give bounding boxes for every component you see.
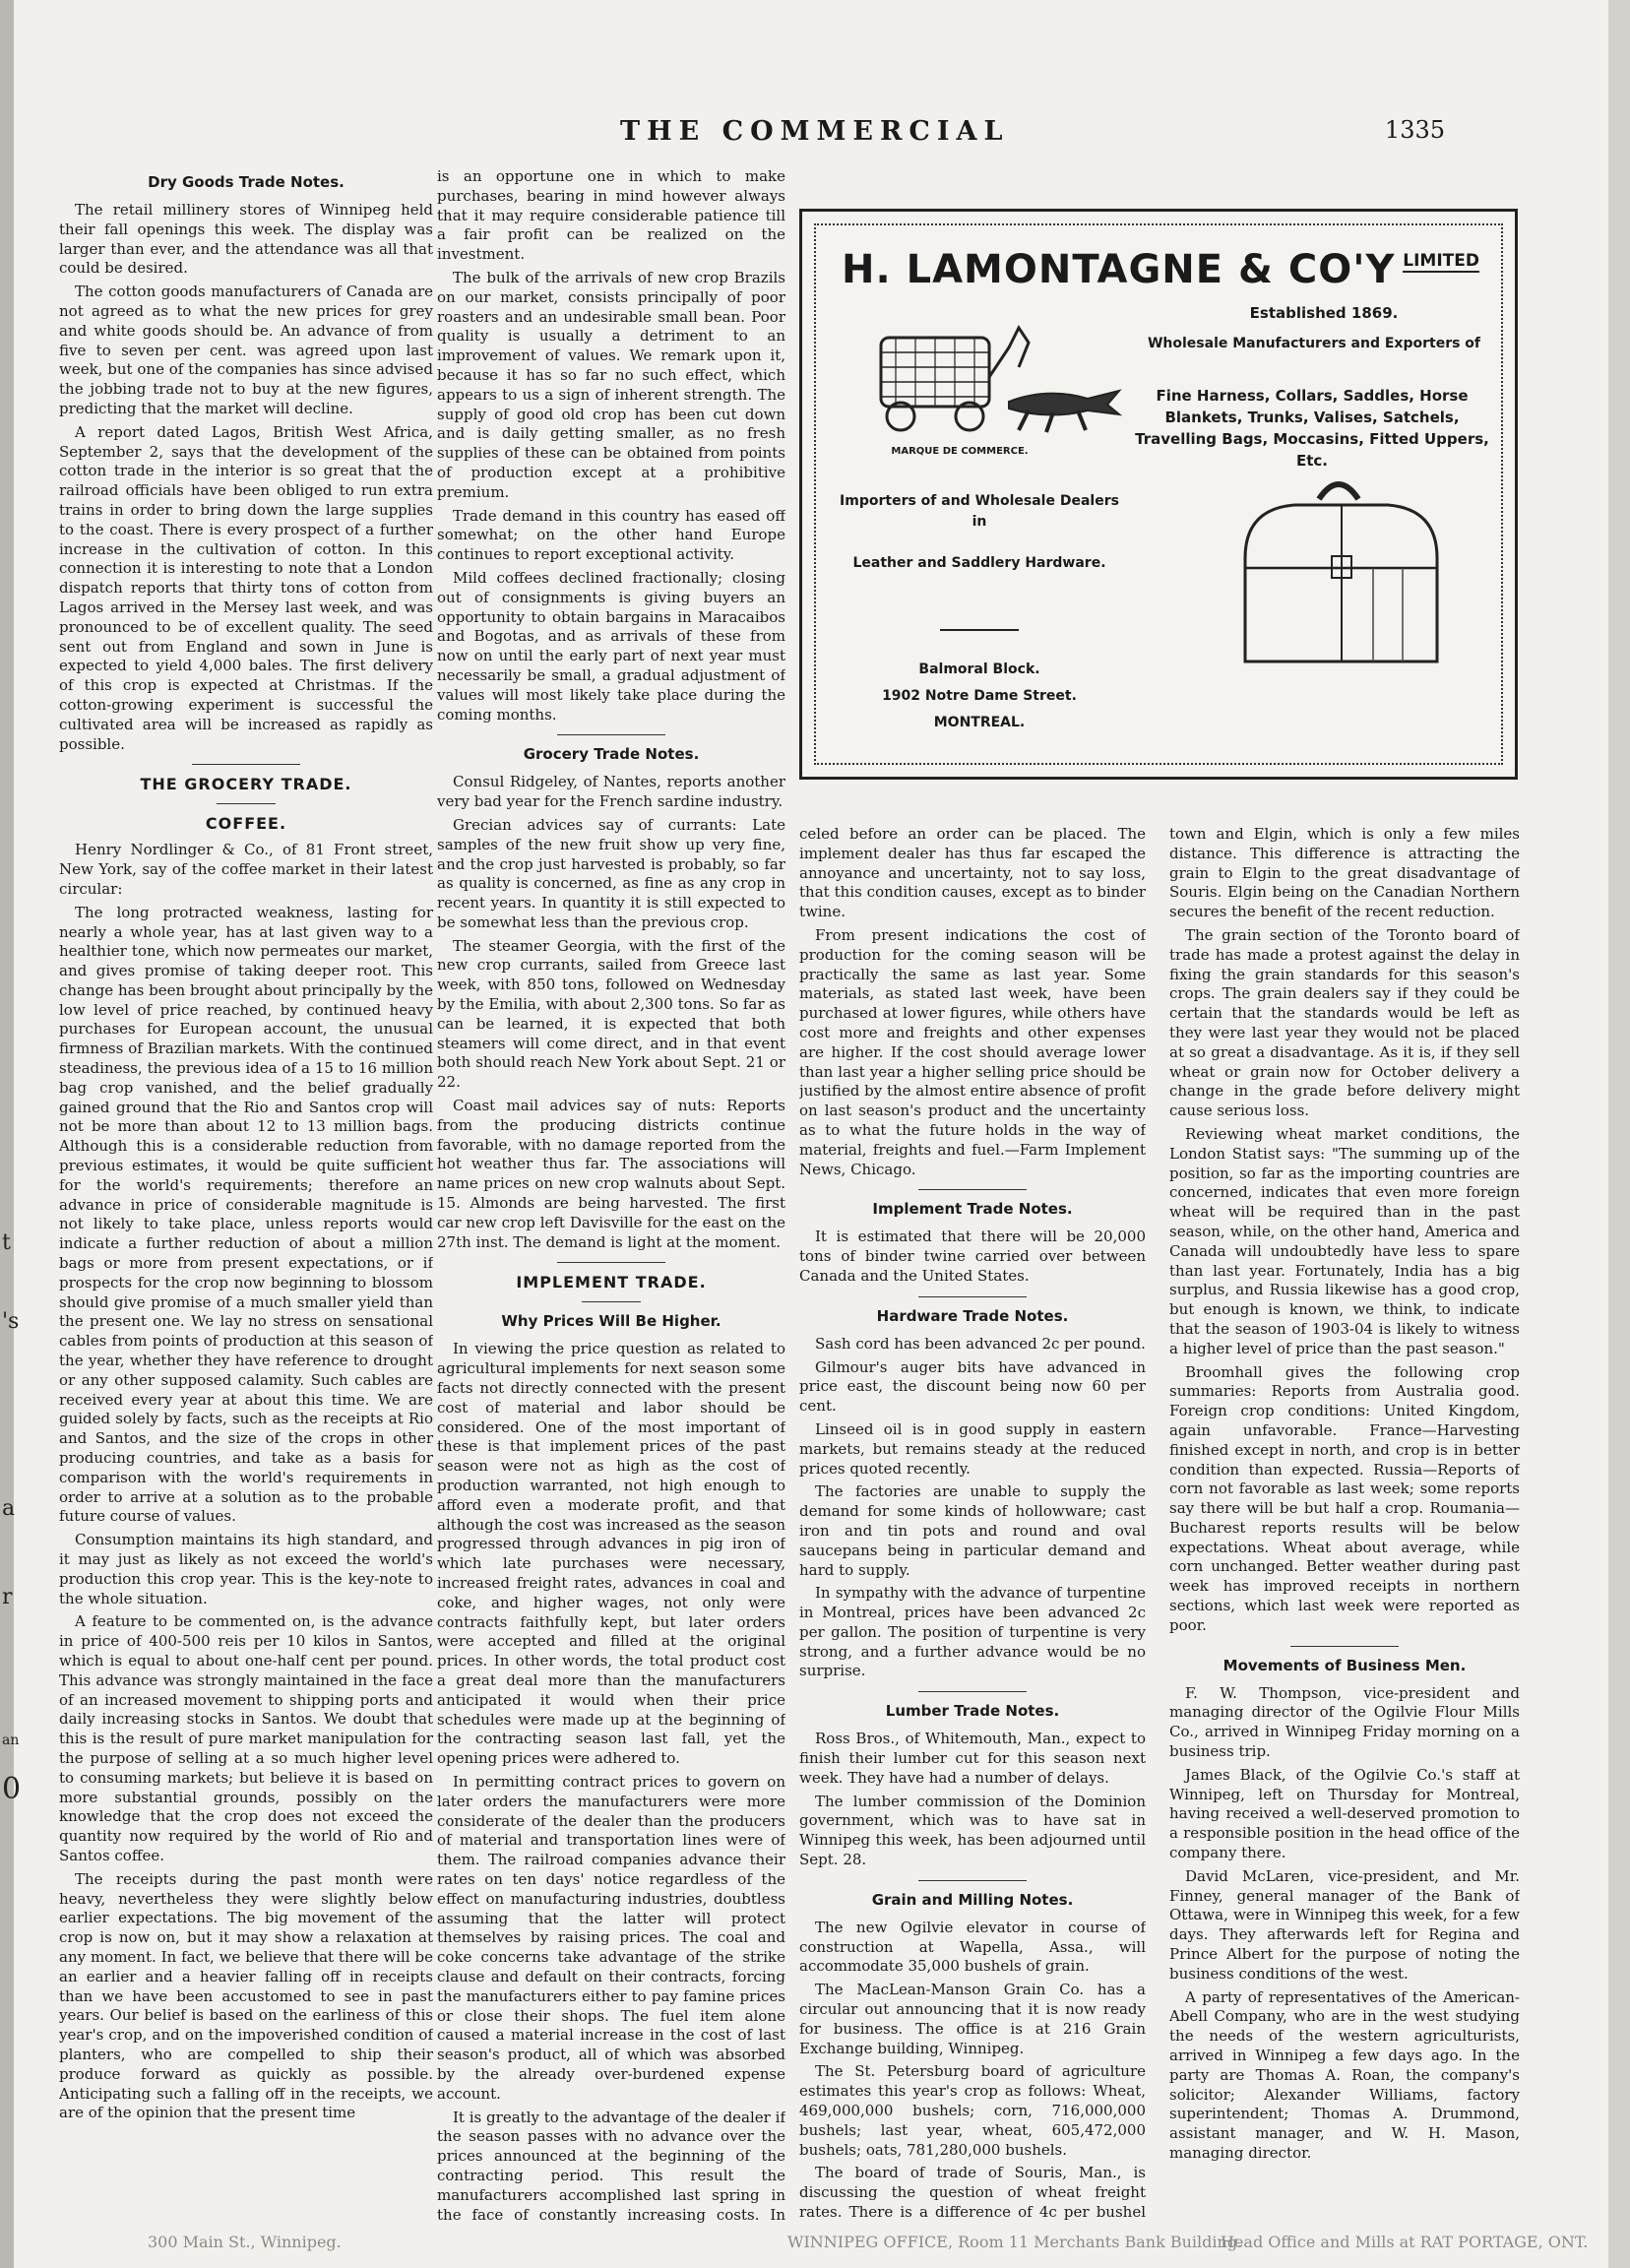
section-heading: Movements of Business Men. [1222,1656,1467,1674]
paragraph: The new Ogilvie elevator in course of construction at Wapella, Assa., will accommodate 35,000 bushels of grain. [799,1918,1146,1976]
paragraph: The lumber commission of the Dominion government, which was to have sat in Winnipeg this week, has been adjourned until Sept. 28. [799,1792,1146,1869]
paragraph: In viewing the price question as related to agricultural implements for next season some facts not directly connected with the present cost of material and labor should be considered. One of the most important of these is that implement prices of the past season were not as high as the cost of production warranted, not high enough to afford even a moderate profit, and that although the cost was increased as the season progressed through advances in pig iron of which late purchases were necessary, increased freight rates, advances in coal and coke, and higher wages, not only were contracts faithfully kept, but later orders were accepted and filled at the original prices. In other words, the total product cost a great deal more than the manufacturers anticipated it would when their price schedules were made up at the beginning of the contracting season last fall, yet the opening prices were adhered to. [437,1340,785,1768]
column-1 [59,167,433,2225]
paragraph: Coast mail advices say of nuts: Reports from the producing districts continue favorable, with no damage reported from the hot weather thus far. The associations will name prices on new crop walnuts about Sept. 15. Almonds are being harvested. The first car new crop left Davisville for the east on the 27th inst. The demand is light at the moment. [437,1097,785,1251]
section-heading: Grain and Milling Notes. [871,1890,1074,1909]
page-number: 1335 [1384,116,1445,144]
divider [217,803,276,804]
column-3 [799,825,1146,2223]
show-through-text: WINNIPEG OFFICE, Room 11 Merchants Bank Building. [787,2233,1243,2251]
show-through-text: Head Office and Mills at RAT PORTAGE, ONT. [1221,2233,1589,2251]
ad-goods-list: Fine Harness, Collars, Saddles, Horse Blankets, Trunks, Valises, Satchels, Travelling Bags, Moccasins, Fitted Uppers, Etc. [1135,387,1489,470]
divider [918,1691,1027,1692]
section-heading: Lumber Trade Notes. [885,1702,1060,1721]
divider [1290,1646,1399,1647]
paragraph: The board of trade of Souris, Man., is discussing the question of wheat freight rates. There is a difference of 4c per bushel [799,2164,1146,2222]
paragraph: Gilmour's auger bits have advanced in price east, the discount being now 60 per cent. [799,1357,1146,1416]
paragraph: The long protracted weakness, lasting for nearly a whole year, has at last given way to a healthier tone, which now permeates our market, and gives promise of taking deeper root. This change has been brought about principally by the low level of price reached, by continued heavy purchases for European account, the unusual firmness of Brazilian markets. With the continued steadiness, the previous idea of a 15 to 16 million bag crop vanished, and the belief gradually gained ground that the Rio and Santos crop will not be more than about 12 to 13 million bags. Although this is a considerable reduction from previous estimates, it would be quite sufficient for the world's requirements; therefore an advance in price of considerable magnitude is not likely to take place, unless reports would indicate a further reduction of about a million bags or more from present expectations, or if prospects for the crop now beginning to blossom should give promise of a much smaller yield than the present one. We lay no stress on sensational cables from points of production at this season of the year, whether they have reference to drought or any other supposed calamity. Such cables are received every year at about this time. We are guided solely by facts, such as the receipts at Rio and Santos, and the size of the crops in other producing countries, and take as a basis for comparison with the world's requirements in order to arrive at a solution as to the probable future course of values. [59,903,433,1526]
section-heading: THE GROCERY TRADE. [140,775,352,794]
travelling-bag-icon [1225,470,1452,676]
section-heading: Dry Goods Trade Notes. [148,173,345,191]
paragraph: The receipts during the past month were heavy, nevertheless they were slightly below earlier expectations. The big movement of the crop is now on, but it may show a relaxation at any moment. In fact, we believe that there will be an earlier and a heavier falling off in receipts than we have been accustomed to see in past years. Our belief is based on the earliness of this year's crop, and on the impoverished condition of planters, who are compelled to ship their produce forward as quickly as possible. Anticipating such a falling off in the receipts, we are of the opinion that the present time [59,1869,433,2122]
paragraph: The grain section of the Toronto board of trade has made a protest against the delay in fixing the grain standards for this season's crops. The grain dealers say if they could be certain that the standards would be left as they were last year they would not be placed at so great a disadvantage. As it is, if they sell wheat or grain now for October delivery a change in the grade before delivery might cause serious loss. [1169,925,1520,1120]
section-heading: IMPLEMENT TRADE. [516,1273,707,1292]
ad-address-line: 1902 Notre Dame Street. [882,688,1077,704]
ad-address [822,657,1137,736]
ad-address-line: MONTREAL. [933,715,1026,730]
divider [940,629,1019,631]
column-2 [437,167,785,2225]
paragraph: Grecian advices say of currants: Late samples of the new fruit show up very fine, and the crop just harvested is probably, so far as quality is concerned, as fine as any crop in recent years. In quantity it is still expected to be somewhat less than the previous crop. [437,815,785,931]
ad-dealers-line: Leather and Saddlery Hardware. [852,555,1106,571]
lamontagne-advertisement [799,209,1518,780]
paragraph: It is estimated that there will be 20,000 tons of binder twine carried over between Canada and the United States. [799,1228,1146,1285]
paragraph: Henry Nordlinger & Co., of 81 Front street, New York, say of the coffee market in their latest circular: [59,841,433,898]
ad-trademark-label: MARQUE DE COMMERCE. [891,446,1029,457]
margin-fragment: 0 [2,1772,22,1806]
divider [918,1189,1027,1190]
divider [582,1301,641,1302]
ad-established: Established 1869. [1249,304,1399,322]
paragraph: Consul Ridgeley, of Nantes, reports another very bad year for the French sardine industry. [437,773,785,811]
paragraph: The factories are unable to supply the demand for some kinds of hollowware; cast iron and tin pots and round and oval saucepans being in particular demand and hard to supply. [799,1482,1146,1579]
paragraph: The MacLean-Manson Grain Co. has a circular out announcing that it is now ready for business. The office is at 216 Grain Exchange building, Winnipeg. [799,1981,1146,2057]
paragraph: The bulk of the arrivals of new crop Brazils on our market, consists principally of poor roasters and an undesirable small bean. Poor quality is usually a detriment to an improvement of values. We remark upon it, because it has so far no such effect, which appears to us a sign of inherent strength. The supply of good old crop has been cut down and is daily getting smaller, as no fresh supplies of these can be obtained from points of production except at a prohibitive premium. [437,268,785,501]
paragraph: Sash cord has been advanced 2c per pound. [815,1334,1146,1353]
paragraph: The retail millinery stores of Winnipeg held their fall openings this week. The display was larger than ever, and the attendance was all that could be desired. [59,201,433,278]
margin-fragment: r [2,1585,13,1609]
paragraph: A party of representatives of the American-Abell Company, who are in the west studying the needs of the western agriculturists, arrived in Winnipeg a few days ago. In the party are Thomas A. Roan, the company's solicitor; Alexander Williams, factory superintendent; Thomas A. Drummond, assistant manager, and W. H. Mason, managing director. [1169,1987,1520,2162]
show-through-text: 300 Main St., Winnipeg. [148,2233,342,2251]
paragraph: The St. Petersburg board of agriculture estimates this year's crop as follows: Wheat, 469,000,000 bushels; corn, 716,000,000 bushels; last year, wheat, 605,472,000 bushels; oats, 781,280,000 bushels. [799,2062,1146,2159]
paragraph: A report dated Lagos, British West Africa, September 2, says that the development of the cotton trade in the interior is so great that the railroad officials have been obliged to run extra trains in order to bring down the large supplies to the coast. There is every prospect of a further increase in the cultivation of cotton. In this connection it is interesting to note that a London dispatch reports that thirty tons of cotton from Lagos arrived in the Mersey last week, and was pronounced to be of excellent quality. The seed sent out from England and sown in June is expected to yield 4,000 bales. The first delivery of this crop is expected at Christmas. If the cotton-growing experiment is successful the cultivated area will be increased as rapidly as possible. [59,422,433,753]
page-edge [1608,0,1630,2268]
paragraph: Linseed oil is in good supply in eastern markets, but remains steady at the reduced prices quoted recently. [799,1419,1146,1478]
section-heading: Grocery Trade Notes. [523,745,700,764]
paragraph: F. W. Thompson, vice-president and managing director of the Ogilvie Flour Mills Co., arrived in Winnipeg Friday morning on a business trip. [1169,1683,1520,1761]
paragraph: David McLaren, vice-president, and Mr. Finney, general manager of the Bank of Ottawa, were in Winnipeg this week, for a few days. They afterwards left for Regina and Prince Albert for the purpose of noting the business conditions of the west. [1169,1866,1520,1983]
paragraph: The steamer Georgia, with the first of the new crop currants, sailed from Greece last week, with 850 tons, followed on Wednesday by the Emilia, with about 2,300 tons. So far as can be learned, it is expected that both steamers will come direct, and in that event both should reach New York about Sept. 21 or 22. [437,936,785,1092]
ad-address-line: Balmoral Block. [918,662,1040,677]
margin-fragment: 's [2,1309,20,1334]
margin-fragment: t [2,1230,11,1255]
paragraph: Mild coffees declined fractionally; closing out of consignments is giving buyers an opportunity to obtain bargains in Maracaibos and Bogotas, and as arrivals of these from now on until the early part of next year must necessarily be small, a gradual adjustment of values will most likely take place during the coming months. [437,568,785,724]
divider [918,1296,1027,1297]
column-4 [1169,825,1520,2223]
running-title: THE COMMERCIAL [620,116,1010,147]
paragraph: Broomhall gives the following crop summaries: Reports from Australia good. Foreign crop conditions: United Kingdom, again unfavorable. France—Harvesting finished except in north, and crop is in better condition than expected. Russia—Reports of corn not favorable as last week; some reports say there will be but half a crop. Roumania—Bucharest reports results will be below expectations. Wheat about average, while corn unchanged. Better weather during past week has improved receipts in northern sections, which last week were reported as poor. [1169,1362,1520,1634]
margin-fragment: a [2,1496,16,1521]
paragraph: celed before an order can be placed. The implement dealer has thus far escaped the annoyance and uncertainty, not to say loss, that this condition causes, except as to binder twine. [799,825,1146,921]
ad-limited-label: LIMITED [1403,251,1479,271]
section-heading: Hardware Trade Notes. [876,1306,1069,1325]
paragraph: town and Elgin, which is only a few miles distance. This difference is attracting the grain to Elgin to the great disadvantage of Souris. Elgin being on the Canadian Northern secures the benefit of the recent reduction. [1169,825,1520,921]
paragraph: In permitting contract prices to govern on later orders the manufacturers were more considerate of the dealer than the producers of material and transportation lines were of them. The railroad companies advance their rates on ten days' notice regardless of the effect on manufacturing industries, doubtless assuming that the latter will protect themselves by raising prices. The coal and coke concerns take advantage of the strike clause and default on their contracts, forcing the manufacturers either to pay famine prices or close their shops. The fuel item alone caused a material increase in the cost of last season's product, all of which was absorbed by the already over-burdened expense account. [437,1772,785,2103]
divider [557,1262,665,1263]
ad-wholesale-line: Wholesale Manufacturers and Exporters of [1147,336,1481,351]
divider [918,1880,1027,1881]
trademark-cart-alligator-icon [861,308,1127,446]
paragraph: Ross Bros., of Whitemouth, Man., expect to finish their lumber cut for this season next week. They have had a number of delays. [799,1730,1146,1787]
paragraph: It is greatly to the advantage of the dealer if the season passes with no advance over the prices announced at the beginning of the contracting period. This result the manufacturers accomplished last spring in the face of constantly increasing costs. In [437,2108,785,2224]
paragraph: Trade demand in this country has eased off somewhat; on the other hand Europe continues to report exceptional activity. [437,506,785,564]
paragraph: is an opportune one in which to make purchases, bearing in mind however always that it may require considerable patience till a fair profit can be realized on the investment. [437,167,785,264]
ad-firm-name: H. LAMONTAGNE & CO'Y [842,247,1396,292]
paragraph: Consumption maintains its high standard, and it may just as likely as not exceed the world's production this crop year. This is the key-note to the whole situation. [59,1531,433,1607]
margin-fragment: an [2,1732,20,1748]
ad-importers-line: Importers of and Wholesale Dealers in [840,493,1119,530]
paragraph: James Black, of the Ogilvie Co.'s staff at Winnipeg, left on Thursday for Montreal, having received a well-deserved promotion to a responsible position in the head office of the company there. [1169,1765,1520,1862]
subsection-heading: COFFEE. [205,814,287,834]
divider [557,734,665,735]
previous-page-edge [0,0,14,2268]
subsection-heading: Why Prices Will Be Higher. [501,1312,721,1331]
paragraph: A feature to be commented on, is the advance in price of 400-500 reis per 10 kilos in Santos, which is equal to about one-half cent per pound. This advance was strongly maintained in the face of an increased movement to shipping ports and daily increasing stocks in Santos. We doubt that this is the result of pure market manipulation for the purpose of selling at a so much higher level to consuming markets; but believe it is based on more substantial grounds, possibly on the knowledge that the crop does not exceed the quantity now required by the world of Rio and Santos coffee. [59,1612,433,1864]
section-heading: Implement Trade Notes. [872,1200,1073,1219]
paragraph: From present indications the cost of production for the coming season will be practically the same as last year. Some materials, as stated last week, have been purchased at lower figures, while others have cost more and freights and other expenses are higher. If the cost should average lower than last year a higher selling price should be justified by the almost entire absence of profit on last season's product and the uncertainty as to what the future holds in the way of material, freights and fuel.—Farm Implement News, Chicago. [799,925,1146,1178]
paragraph: In sympathy with the advance of turpentine in Montreal, prices have been advanced 2c per gallon. The position of turpentine is very strong, and a further advance would be no surprise. [799,1584,1146,1680]
paragraph: Reviewing wheat market conditions, the London Statist says: "The summing up of the position, so far as the importing countries are concerned, indicates that even more foreign wheat will be required than in the past season, while, on the other hand, America and Canada will undoubtedly have less to spare than last year. Fortunately, India has a big surplus, and Russia likewise has a good crop, but enough is known, we think, to indicate that the season of 1903-04 is likely to witness a higher level of price than the past season." [1169,1124,1520,1357]
paragraph: The cotton goods manufacturers of Canada are not agreed as to what the new prices for grey and white goods should be. An advance of from five to seven per cent. was agreed upon last week, but one of the companies has since advised the jobbing trade not to buy at the new figures, predicting that the market will decline. [59,283,433,417]
divider [192,764,300,765]
